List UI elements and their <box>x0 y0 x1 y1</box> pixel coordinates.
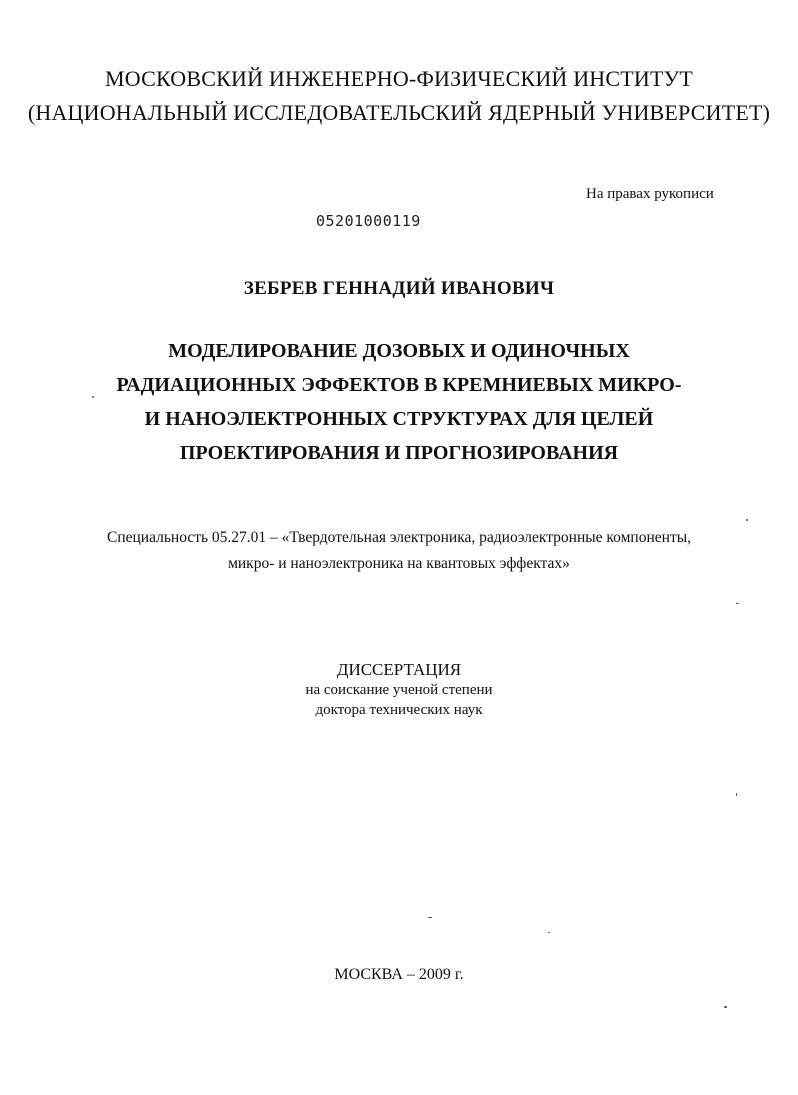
title-line-3: И НАНОЭЛЕКТРОННЫХ СТРУКТУРАХ ДЛЯ ЦЕЛЕЙ <box>144 408 654 430</box>
scan-speck <box>428 917 432 918</box>
institution-line-2: (НАЦИОНАЛЬНЫЙ ИССЛЕДОВАТЕЛЬСКИЙ ЯДЕРНЫЙ УНИВЕРСИТЕТ) <box>27 100 771 125</box>
rights-note: На правах рукописи <box>586 186 714 202</box>
author-name: ЗЕБРЕВ ГЕННАДИЙ ИВАНОВИЧ <box>243 278 555 299</box>
degree-line-2: доктора технических наук <box>315 702 483 718</box>
scan-speck <box>548 932 550 933</box>
title-line-4: ПРОЕКТИРОВАНИЯ И ПРОГНОЗИРОВАНИЯ <box>179 442 619 464</box>
specialty-line-2: микро- и наноэлектроника на квантовых эффектах» <box>228 555 570 572</box>
specialty-line-1: Специальность 05.27.01 – «Твердотельная электроника, радиоэлектронные компоненты, <box>106 529 692 546</box>
catalog-code: 05201000119 <box>316 212 421 230</box>
institution-line-1: МОСКОВСКИЙ ИНЖЕНЕРНО-ФИЗИЧЕСКИЙ ИНСТИТУТ <box>104 66 694 91</box>
scan-speck <box>746 519 748 521</box>
scan-speck <box>736 793 737 796</box>
dissertation-heading: ДИССЕРТАЦИЯ <box>336 660 462 679</box>
institution-header <box>0 62 798 130</box>
dissertation-title <box>0 334 798 470</box>
degree-line-1: на соискание ученой степени <box>305 682 493 698</box>
dissertation-block <box>0 660 798 720</box>
title-line-1: МОДЕЛИРОВАНИЕ ДОЗОВЫХ И ОДИНОЧНЫХ <box>168 340 630 362</box>
place-year: МОСКВА – 2009 г. <box>334 966 464 983</box>
scan-speck <box>92 396 94 398</box>
specialty <box>0 525 798 577</box>
title-line-2: РАДИАЦИОННЫХ ЭФФЕКТОВ В КРЕМНИЕВЫХ МИКРО- <box>116 374 682 396</box>
scan-speck <box>724 1006 727 1008</box>
scan-speck <box>736 603 739 604</box>
